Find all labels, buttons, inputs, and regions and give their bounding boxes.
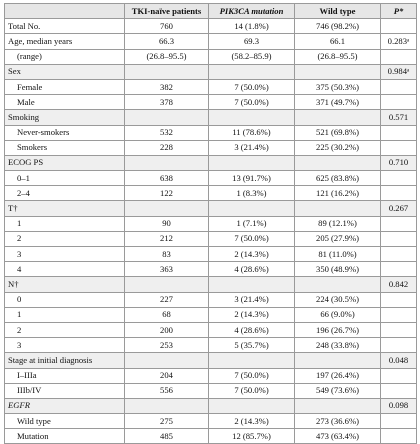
wild-type-cell: 121 (16.2%) — [295, 186, 381, 201]
pik3ca-cell: 7 (50.0%) — [209, 79, 295, 94]
p-value-cell — [381, 338, 417, 353]
p-value-cell: 0.098 — [381, 398, 417, 413]
p-value-cell — [381, 95, 417, 110]
tki-naive-cell: 760 — [125, 19, 209, 34]
section-row — [5, 398, 417, 413]
section-label: N† — [5, 277, 125, 292]
p-value-cell — [381, 19, 417, 34]
empty-cell — [209, 353, 295, 368]
row-label: Smokers — [5, 140, 125, 155]
tki-naive-cell: 200 — [125, 322, 209, 337]
row-label: 2 — [5, 231, 125, 246]
p-value-cell: 0.984ᵃ — [381, 64, 417, 79]
row-label: (range) — [5, 49, 125, 64]
p-value-cell — [381, 186, 417, 201]
section-label: ECOG PS — [5, 155, 125, 170]
row-label: 1 — [5, 216, 125, 231]
tki-naive-cell: 556 — [125, 383, 209, 398]
row-label: 1 — [5, 307, 125, 322]
characteristics-table — [4, 3, 417, 444]
characteristics-table-container — [4, 3, 416, 444]
section-row — [5, 64, 417, 79]
header-characteristic — [5, 4, 125, 19]
tki-naive-cell: 382 — [125, 79, 209, 94]
empty-cell — [125, 201, 209, 216]
row-label: Wild type — [5, 414, 125, 429]
wild-type-cell: 205 (27.9%) — [295, 231, 381, 246]
empty-cell — [295, 155, 381, 170]
wild-type-cell: 89 (12.1%) — [295, 216, 381, 231]
section-label: Sex — [5, 64, 125, 79]
tki-naive-cell: (26.8–95.5) — [125, 49, 209, 64]
tki-naive-cell: 532 — [125, 125, 209, 140]
table-row — [5, 247, 417, 262]
tki-naive-cell: 378 — [125, 95, 209, 110]
p-value-cell — [381, 292, 417, 307]
p-value-cell: 0.571 — [381, 110, 417, 125]
section-label: Smoking — [5, 110, 125, 125]
row-label: 2 — [5, 322, 125, 337]
row-label: 0–1 — [5, 171, 125, 186]
table-header-row — [5, 4, 417, 19]
wild-type-cell: 371 (49.7%) — [295, 95, 381, 110]
empty-cell — [125, 277, 209, 292]
empty-cell — [209, 277, 295, 292]
table-body — [5, 19, 417, 444]
table-row — [5, 49, 417, 64]
pik3ca-cell: 69.3 — [209, 34, 295, 49]
wild-type-cell: 225 (30.2%) — [295, 140, 381, 155]
pik3ca-cell: 7 (50.0%) — [209, 368, 295, 383]
wild-type-cell: 375 (50.3%) — [295, 79, 381, 94]
pik3ca-cell: 4 (28.6%) — [209, 322, 295, 337]
row-label: Age, median years — [5, 34, 125, 49]
wild-type-cell: 746 (98.2%) — [295, 19, 381, 34]
table-row — [5, 140, 417, 155]
p-value-cell — [381, 49, 417, 64]
pik3ca-cell: (58.2–85.9) — [209, 49, 295, 64]
row-label: I–IIIa — [5, 368, 125, 383]
section-row — [5, 277, 417, 292]
tki-naive-cell: 212 — [125, 231, 209, 246]
table-row — [5, 95, 417, 110]
wild-type-cell: 81 (11.0%) — [295, 247, 381, 262]
table-row — [5, 383, 417, 398]
table-row — [5, 231, 417, 246]
pik3ca-cell: 2 (14.3%) — [209, 307, 295, 322]
p-value-cell — [381, 414, 417, 429]
empty-cell — [295, 110, 381, 125]
empty-cell — [295, 353, 381, 368]
wild-type-cell: 521 (69.8%) — [295, 125, 381, 140]
p-value-cell: 0.842 — [381, 277, 417, 292]
pik3ca-cell: 3 (21.4%) — [209, 140, 295, 155]
pik3ca-cell: 5 (35.7%) — [209, 338, 295, 353]
p-value-cell — [381, 383, 417, 398]
row-label: 0 — [5, 292, 125, 307]
empty-cell — [125, 155, 209, 170]
row-label: Mutation — [5, 429, 125, 444]
table-row — [5, 186, 417, 201]
p-value-cell — [381, 231, 417, 246]
pik3ca-cell: 7 (50.0%) — [209, 383, 295, 398]
row-label: 3 — [5, 247, 125, 262]
empty-cell — [125, 398, 209, 413]
wild-type-cell: 66.1 — [295, 34, 381, 49]
header-wild-type: Wild type — [295, 4, 381, 19]
pik3ca-cell: 13 (91.7%) — [209, 171, 295, 186]
p-value-cell — [381, 307, 417, 322]
section-row — [5, 155, 417, 170]
pik3ca-cell: 14 (1.8%) — [209, 19, 295, 34]
tki-naive-cell: 66.3 — [125, 34, 209, 49]
section-row — [5, 110, 417, 125]
empty-cell — [295, 201, 381, 216]
empty-cell — [295, 398, 381, 413]
pik3ca-cell: 2 (14.3%) — [209, 414, 295, 429]
wild-type-cell: 350 (48.9%) — [295, 262, 381, 277]
wild-type-cell: 549 (73.6%) — [295, 383, 381, 398]
section-label: T† — [5, 201, 125, 216]
row-label: IIIb/IV — [5, 383, 125, 398]
wild-type-cell: 625 (83.8%) — [295, 171, 381, 186]
tki-naive-cell: 83 — [125, 247, 209, 262]
p-value-cell: 0.267 — [381, 201, 417, 216]
table-row — [5, 34, 417, 49]
pik3ca-cell: 1 (8.3%) — [209, 186, 295, 201]
table-row — [5, 262, 417, 277]
p-value-cell — [381, 368, 417, 383]
empty-cell — [209, 201, 295, 216]
p-value-cell — [381, 322, 417, 337]
section-row — [5, 201, 417, 216]
tki-naive-cell: 485 — [125, 429, 209, 444]
empty-cell — [209, 398, 295, 413]
wild-type-cell: 196 (26.7%) — [295, 322, 381, 337]
header-p-value: P* — [381, 4, 417, 19]
p-value-cell: 0.710 — [381, 155, 417, 170]
table-row — [5, 79, 417, 94]
tki-naive-cell: 68 — [125, 307, 209, 322]
p-value-cell: 0.048 — [381, 353, 417, 368]
pik3ca-cell: 4 (28.6%) — [209, 262, 295, 277]
tki-naive-cell: 228 — [125, 140, 209, 155]
tki-naive-cell: 275 — [125, 414, 209, 429]
table-row — [5, 338, 417, 353]
p-value-cell: 0.283ᵃ — [381, 34, 417, 49]
tki-naive-cell: 227 — [125, 292, 209, 307]
wild-type-cell: 248 (33.8%) — [295, 338, 381, 353]
pik3ca-cell: 7 (50.0%) — [209, 231, 295, 246]
table-row — [5, 19, 417, 34]
tki-naive-cell: 122 — [125, 186, 209, 201]
row-label: Total No. — [5, 19, 125, 34]
pik3ca-cell: 7 (50.0%) — [209, 95, 295, 110]
wild-type-cell: 473 (63.4%) — [295, 429, 381, 444]
table-row — [5, 368, 417, 383]
p-value-cell — [381, 171, 417, 186]
table-row — [5, 216, 417, 231]
tki-naive-cell: 638 — [125, 171, 209, 186]
tki-naive-cell: 90 — [125, 216, 209, 231]
tki-naive-cell: 253 — [125, 338, 209, 353]
wild-type-cell: 224 (30.5%) — [295, 292, 381, 307]
wild-type-cell: 273 (36.6%) — [295, 414, 381, 429]
table-row — [5, 322, 417, 337]
table-row — [5, 171, 417, 186]
tki-naive-cell: 363 — [125, 262, 209, 277]
row-label: 2–4 — [5, 186, 125, 201]
empty-cell — [209, 155, 295, 170]
empty-cell — [295, 64, 381, 79]
pik3ca-cell: 11 (78.6%) — [209, 125, 295, 140]
empty-cell — [125, 64, 209, 79]
p-value-cell — [381, 262, 417, 277]
p-value-cell — [381, 79, 417, 94]
wild-type-cell: 66 (9.0%) — [295, 307, 381, 322]
table-row — [5, 125, 417, 140]
empty-cell — [295, 277, 381, 292]
table-row — [5, 429, 417, 444]
wild-type-cell: (26.8–95.5) — [295, 49, 381, 64]
p-value-cell — [381, 429, 417, 444]
section-row — [5, 353, 417, 368]
section-label: Stage at initial diagnosis — [5, 353, 125, 368]
p-value-cell — [381, 140, 417, 155]
row-label: 3 — [5, 338, 125, 353]
empty-cell — [209, 64, 295, 79]
p-value-cell — [381, 247, 417, 262]
header-pik3ca-mutation: PIK3CA mutation — [209, 4, 295, 19]
table-row — [5, 292, 417, 307]
p-value-cell — [381, 216, 417, 231]
empty-cell — [125, 110, 209, 125]
pik3ca-cell: 3 (21.4%) — [209, 292, 295, 307]
row-label: Never-smokers — [5, 125, 125, 140]
empty-cell — [125, 353, 209, 368]
pik3ca-cell: 12 (85.7%) — [209, 429, 295, 444]
table-row — [5, 414, 417, 429]
section-label: EGFR — [5, 398, 125, 413]
row-label: Female — [5, 79, 125, 94]
pik3ca-cell: 1 (7.1%) — [209, 216, 295, 231]
empty-cell — [209, 110, 295, 125]
row-label: Male — [5, 95, 125, 110]
table-row — [5, 307, 417, 322]
p-value-cell — [381, 125, 417, 140]
wild-type-cell: 197 (26.4%) — [295, 368, 381, 383]
pik3ca-cell: 2 (14.3%) — [209, 247, 295, 262]
row-label: 4 — [5, 262, 125, 277]
tki-naive-cell: 204 — [125, 368, 209, 383]
header-tki-naive: TKI-naïve patients — [125, 4, 209, 19]
